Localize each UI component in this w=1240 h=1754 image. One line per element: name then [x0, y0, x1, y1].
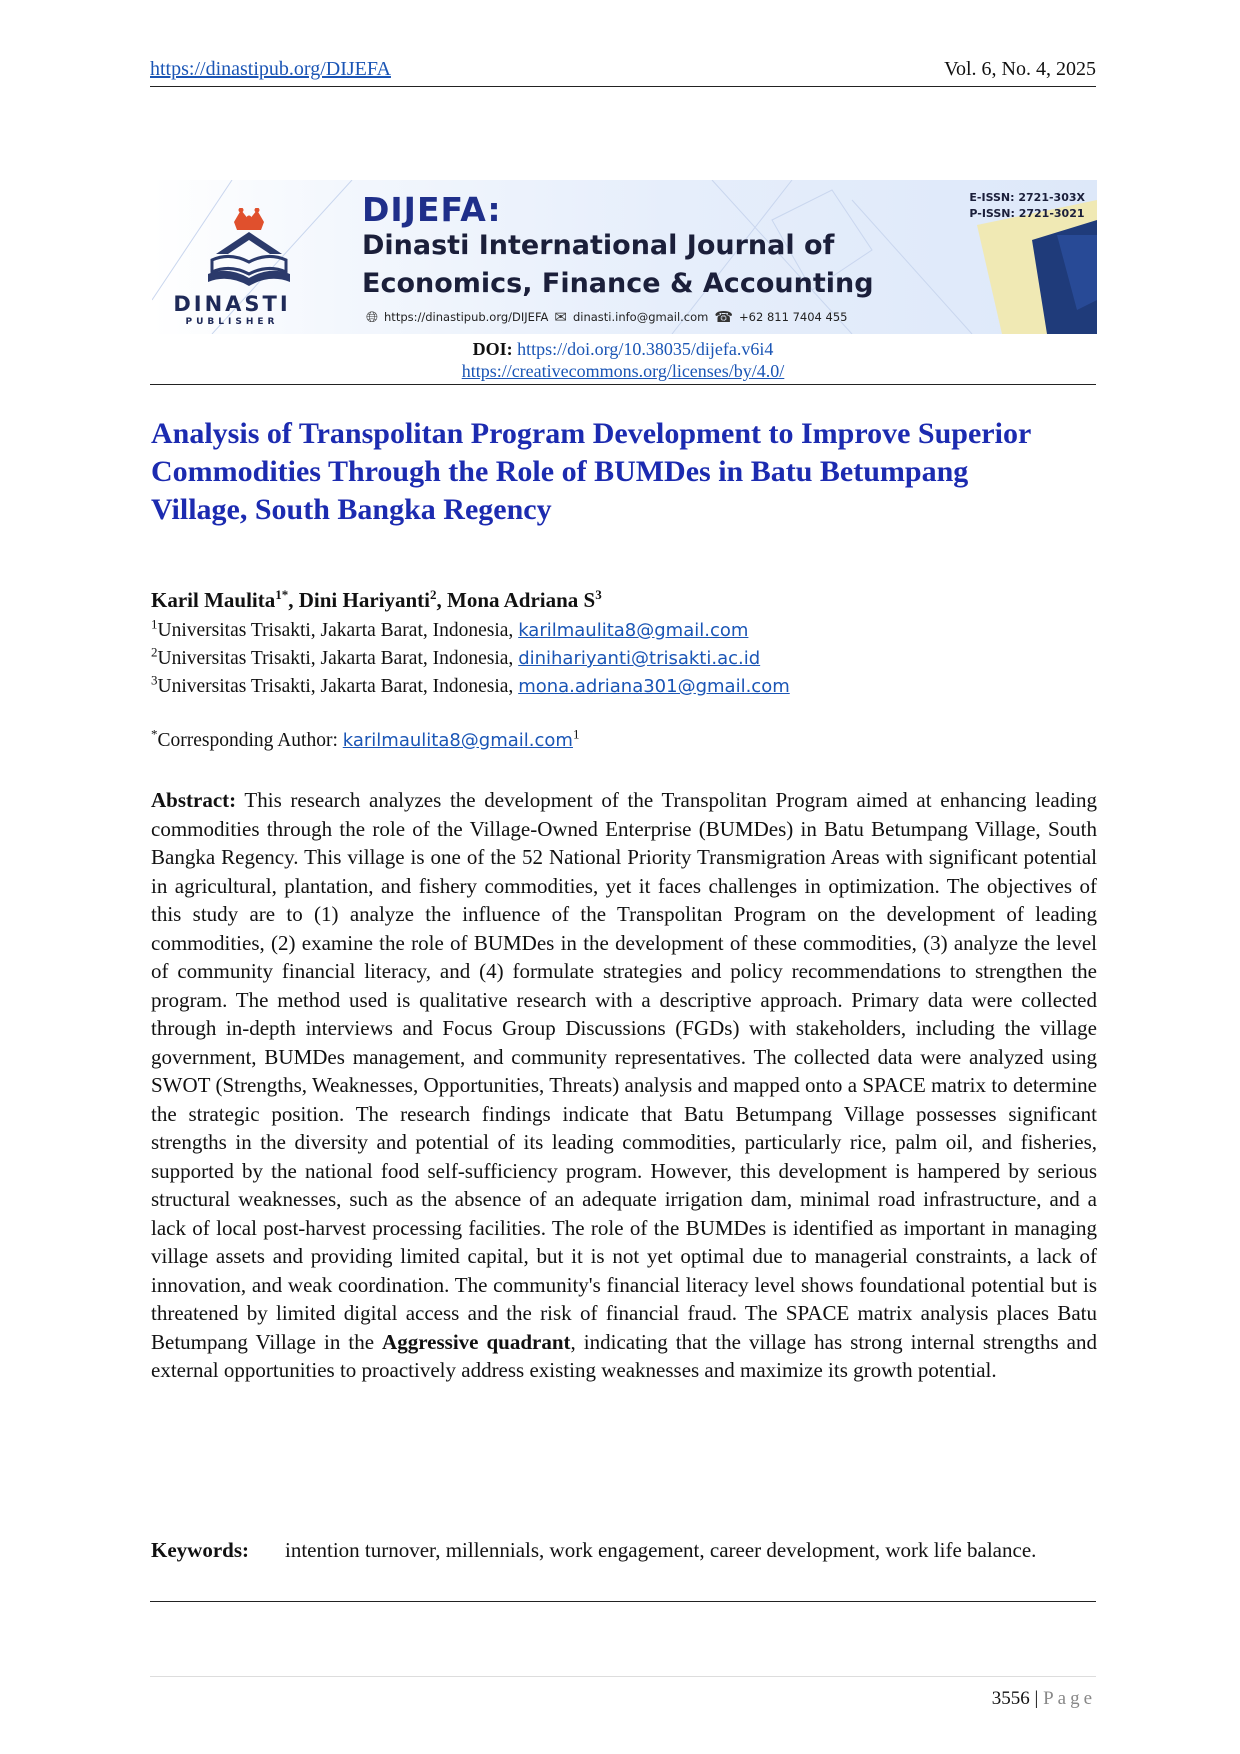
doi-block	[150, 338, 1096, 382]
journal-abbreviation: DIJEFA:	[362, 190, 502, 229]
author-list	[151, 588, 602, 613]
affiliation-2-sup: 2	[151, 644, 158, 660]
banner-web: https://dinastipub.org/DIJEFA	[384, 310, 549, 324]
page-sep: |	[1029, 1688, 1044, 1709]
footer-divider	[150, 1676, 1096, 1677]
abstract-text-2: , indicating that the village has strong internal strengths and external opportunities to proactively address existing weaknesses and maximize its growth potential.	[151, 1329, 1097, 1382]
doi-label: DOI:	[472, 339, 513, 359]
banner-contacts	[366, 308, 847, 326]
volume-info: Vol. 6, No. 4, 2025	[944, 58, 1096, 80]
affiliation-1-sup: 1	[151, 616, 158, 632]
doi-link[interactable]: https://doi.org/10.38035/dijefa.v6i4	[517, 339, 774, 359]
author-2: Dini Hariyanti	[298, 588, 431, 612]
license-link[interactable]: https://creativecommons.org/licenses/by/4.0/	[461, 361, 785, 381]
crown-book-icon	[194, 208, 304, 294]
journal-url-link[interactable]: https://dinastipub.org/DIJEFA	[150, 58, 391, 80]
author-1-sup: 1*	[275, 587, 289, 602]
doi-divider	[150, 384, 1096, 385]
pissn: P-ISSN: 2721-3021	[969, 207, 1085, 220]
page-number: 3556	[991, 1688, 1030, 1709]
affiliation-1-text: Universitas Trisakti, Jakarta Barat, Indonesia,	[157, 620, 519, 641]
abstract-bold-phrase: Aggressive quadrant	[382, 1329, 571, 1354]
affiliation-2-text: Universitas Trisakti, Jakarta Barat, Indonesia,	[157, 648, 519, 669]
corresponding-sup: *	[151, 726, 158, 742]
author-1: Karil Maulita	[151, 588, 276, 612]
affiliation-1	[151, 616, 749, 642]
article-title: Analysis of Transpolitan Program Development to Improve Superior Commodities Through the Role of BUMDes in Batu Betumpang Village, South Bangka Regency	[151, 417, 1031, 526]
keywords-text: intention turnover, millennials, work engagement, career development, work life balance.	[285, 1538, 1037, 1562]
affiliation-3	[151, 672, 790, 698]
affiliation-2-email[interactable]: dinihariyanti@trisakti.ac.id	[518, 648, 761, 669]
affiliation-1-email[interactable]: karilmaulita8@gmail.com	[518, 620, 749, 641]
corresponding-author	[151, 726, 580, 752]
journal-name-line1: Dinasti International Journal of	[362, 230, 835, 261]
author-sep-2: ,	[436, 588, 448, 612]
author-2-sup: 2	[430, 587, 437, 602]
author-3: Mona Adriana S	[447, 588, 596, 612]
whatsapp-icon: ☎	[714, 308, 734, 326]
keywords-divider	[150, 1601, 1096, 1602]
page-footer	[992, 1688, 1096, 1710]
affiliation-2	[151, 644, 761, 670]
abstract-text-1: This research analyzes the development of the Transpolitan Program aimed at enhancing leading commodities through the role of the Village-Owned Enterprise (BUMDes) in Batu Betumpang Village, South Bangka Regency. This village is one of the 52 National Priority Transmigration Areas with significant potential in agricultural, plantation, and fishery commodities, yet it faces challenges in optimization. The objectives of this study are to (1) analyze the influence of the Transpolitan Program on the development of leading commodities, (2) examine the role of BUMDes in the development of these commodities, (3) analyze the level of community financial literacy, and (4) formulate strategies and policy recommendations to strengthen the program. The method used is qualitative research with a descriptive approach. Primary data were collected through in-depth interviews and Focus Group Discussions (FGDs) with stakeholders, including the village government, BUMDes management, and community representatives. The collected data were analyzed using SWOT (Strengths, Weaknesses, Opportunities, Threats) analysis and mapped onto a SPACE matrix to determine the strategic position. The research findings indicate that Batu Betumpang Village possesses significant strengths in the diversity and potential of its leading commodities, particularly rice, palm oil, and fisheries, supported by the national food self-sufficiency program. However, this development is hampered by serious structural weaknesses, such as the absence of an adequate irrigation dam, minimal road infrastructure, and a lack of local post-harvest processing facilities. The role of the BUMDes is identified as important in managing village assets and providing limited capital, but it is not yet optimal due to managerial constraints, a lack of innovation, and weak coordination. The community's financial literacy level shows foundational potential but is threatened by limited digital access and the risk of financial fraud. The SPACE matrix analysis places Batu Betumpang Village in the	[151, 788, 1097, 1354]
affiliation-3-sup: 3	[151, 672, 158, 688]
running-header	[150, 58, 1096, 87]
globe-icon: 🌐︎	[366, 308, 379, 326]
logo-subtitle: PUBLISHER	[185, 317, 279, 327]
abstract	[151, 786, 1097, 1385]
keywords-label: Keywords:	[151, 1538, 249, 1562]
logo-wordmark: DINASTI	[173, 292, 291, 316]
banner-email: dinasti.info@gmail.com	[572, 310, 709, 324]
corresponding-email-sup: 1	[572, 726, 580, 742]
affiliation-3-text: Universitas Trisakti, Jakarta Barat, Indonesia,	[157, 676, 519, 697]
journal-banner	[152, 180, 1097, 334]
envelope-icon: ✉	[554, 308, 567, 326]
affiliation-3-email[interactable]: mona.adriana301@gmail.com	[518, 676, 790, 697]
eissn: E-ISSN: 2721-303X	[969, 191, 1085, 204]
author-sep-1: ,	[288, 588, 299, 612]
page-word: Page	[1043, 1688, 1096, 1709]
issn-block	[969, 190, 1085, 222]
corresponding-email[interactable]: karilmaulita8@gmail.com	[342, 730, 573, 751]
keywords	[151, 1536, 1097, 1564]
corresponding-label: Corresponding Author:	[157, 730, 343, 751]
abstract-label: Abstract:	[151, 788, 237, 812]
banner-phone: +62 811 7404 455	[739, 310, 848, 324]
journal-name-line2: Economics, Finance & Accounting	[362, 268, 874, 299]
author-3-sup: 3	[595, 587, 602, 602]
